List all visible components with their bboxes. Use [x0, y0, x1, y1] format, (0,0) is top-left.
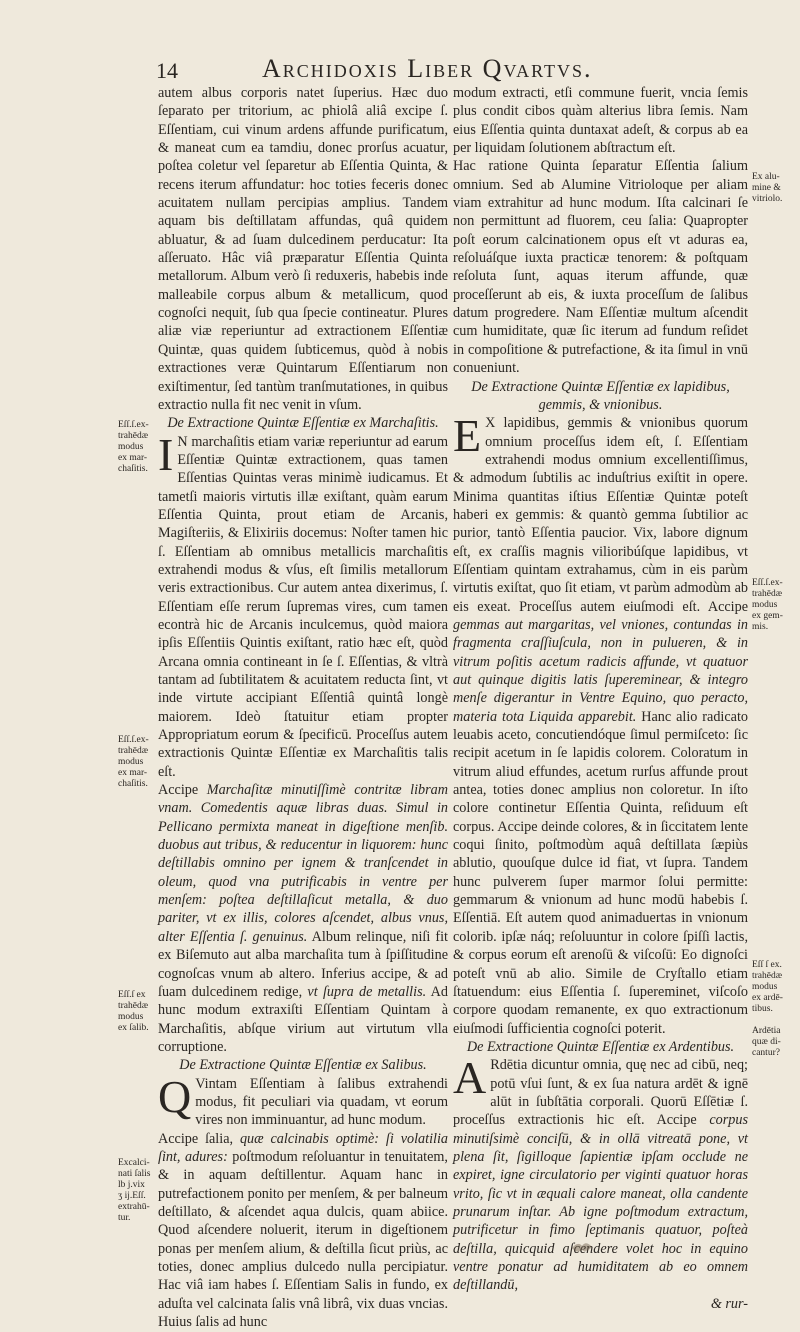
margin-note: Eſſ.ſ.ex- trahēdæ modus ex mar- chaſitis.: [118, 420, 149, 474]
section-heading: De Extractione Quintæ Eſſentiæ ex lapidibus, gemmis, & vnionibus.: [471, 378, 730, 413]
paragraph: I N marchaſitis etiam variæ reperiuntur ad earum Eſſentiæ Quintæ extractionem, quas tamen Eſſentias Quintas veras minimè iudicamus. Et tametſi maioris virtutis illæ exiſtant, quàm earum Eſſentia Quinta, prout etiam de Arcanis, Magiſteriis, & Elixiriis docemus: Noſter tamen hic ſ. Eſſentiam ab omnibus metallicis marchaſitis extrahendi modus & vſus, eſt ſimilis metallorum veris extractionibus. Cur autem antea dixerimus, ſ. Eſſentiam eſſe rerum ſupremas vires, cum tamen econtrà hic de Arcanis inculcemus, quòd maiora ipſis Eſſentiis Quintis exiſtant, ratio hæc eſt, quòd Arcana omnia contineant in ſe ſ. Eſſentias, & vltrà tantam ad ſubtilitatem & acuitatem reducta ſint, vt inde virtute accipiant Eſſentiâ quintâ longè maiorem. Ideò ſtatuitur etiam propter Appropriatum eorum & ſpecificū. Proceſſus autem extractionis Quintæ Eſſentiæ ex Marchaſitis talis eſt.: [158, 428, 448, 780]
ink-smudge-icon: [570, 1238, 594, 1256]
catchword: & rur-: [710, 1295, 748, 1312]
section-heading: De Extractione Quintæ Eſſentiæ ex Ardentibus.: [466, 1038, 735, 1055]
recipe-paragraph: Accipe Marchaſitæ minutiſſimè contritæ libram vnam. Comedentis aquæ libras duas. Simul in Pellicano permixta maneat in digeſtione menſib. duobus aut tribus, & reducentur in liquorem: hunc deſtillabis omnino per ignem & tranſcendet in oleum, quod vna putrificabis in ventre per menſem: poſtea deſtillaſicut metalla, & duo pariter, vt ex illis, colores aſcendet, albus vnus, alter Eſſentia ſ. genuinus. Album relinque, niſi fit ex Biſemuto aut alba marchaſita tum à ſpiſſitudine cognoſcas vnum ab altero. Inferius accipe, & ad ſuam dulcedinem redige, vt ſupra de metallis. Ad hunc modum extraxiſti Eſſentiam Quintam à Marchaſitis, abſque virium aut virtutum vlla corruptione.: [158, 782, 449, 1055]
recipe-paragraph: Accipe ſalia, quæ calcinabis optimè: ſi volatilia ſint, adures: poſtmodum reſoluantur in tenuitatem, & in aquam deſtillentur. Aquam hanc in putrefactionem ponito per menſem, & per balneum deſtillato, & aſcendet aqua dulcis, quam abiice. Quod aſcendere noluerit, iterum in digeſtionem ponas per menſem alium, & deſtilla ſicut priùs, ac toties, donec amplius dulcedo nulla percipiatur. Hac viâ iam habes ſ. Eſſentiam Salis in fundo, ex aduſta vel calcinata ſalis vnâ librâ, vix duas vncias. Huius ſalis ad hunc: [158, 1130, 448, 1331]
section-heading: De Extractione Quintæ Eſſentiæ ex Salibus.: [179, 1057, 427, 1074]
right-column: [453, 84, 748, 1313]
margin-note: Ex alu- mine & vitriolo.: [752, 172, 783, 204]
recipe-paragraph: E X lapidibus, gemmis & vnionibus quorum omnium proceſſus idem eſt, ſ. Eſſentiam extrahendi modus omnium excellentiſſimus, & admodum ſubtilis ac induſtrius exiſtit in opere. Minima quantitas iſtius Eſſentiæ Quintæ poteſt haberi ex gemmis: & quantò gemma ſubtilior ac purior, tantò Eſſentia paucior. Vix, labore dignum eſt, ex craſſis magnis vilioribúſque lapidibus, vt Eſſentiam quintam extrahamus, cùm in eis parùm virtutis exiſtat, quo ſit etiam, vt parùm admodùm ab eis exeat. Proceſſus autem eiuſmodi eſt. Accipe gemmas aut margaritas, vel vniones, contundas in fragmenta craſſiuſcula, non in pulueren, & in vitrum poſitis acetum radicis affunde, vt quatuor aut quinque digitis latis ſupereminear, & integro menſe digerantur in Ventre Equino, quo peracto, materia tota Liquida apparebit. Hanc alio radicato leuabis aceto, concutiendóque ſimul permiſceto: ſic recipit acetum in ſe lapidis colorem. Coloratum in vitrum aliud effundes, acetum rurſus affunde prout antea, toties donec amplius non coloretur. In iſto colore continetur Eſſentia Quinta, reſiduum eſt corpus. Accipe deinde colores, & in ſiccitatem lente coqui ſinito, poſtmodùm aquâ deſtillata ſæpiùs ablutio, quouſque dulce id fiat, vt ſupra. Tandem hunc pulverem ſuper marmor ſolui permitte: gemmarum & vnionum ad hunc modū habebis ſ. Eſſentiā. Eſt autem quod animaduertas in vnionum colorib. ipſæ náq; reſoluuntur in colore ſpiſſi lactis, & corpus eorum eſt arenoſū & viſcoſū: Eo dignoſci poteſt vnū ab alio. Simile de Cryſtallo etiam ſtatuendum: eius Eſſentia ſ. ſupereminet, viſcoſo corpore quodam remanente, ex quo extractionum eiuſmodi ſufficientia cognoſci poterit.: [453, 410, 748, 1037]
margin-note: Eſſ ſ ex. trahēdæ modus ex ardē- tibus.: [752, 960, 783, 1014]
drop-cap: A: [453, 1052, 487, 1104]
paragraph: autem albus corporis natet ſuperius. Hæc duo ſeparato per tritorium, ac phiolâ aliâ excipe ſ. Eſſentiam, cui vinum ardens affunde purificatum, & maneat cum ea tamdiu, donec prorſus acuatur, poſtea coletur vel ſeparetur ab Eſſentia Quinta, & recens iterum affundatur: hoc toties feceris donec acuitatem nullam percipias amplius. Tandem aquam bis deſtillatam affundas, quâ quidem abluatur, & ad ſuam dulcedinem perducatur: Ita aſſeruato. Hâc viâ præparatur Eſſentia Quinta metallorum. Album verò ſi reduxeris, habebis inde malleabile corpus album & metallicum, quod cognoſci nequit, ſub qua ſpecie contineatur. Plures aliæ viæ reperiuntur ad extractionem Eſſentiæ Quintæ, quas quidem ſubticemus, quòd à nobis extractiones veræ Quintarum Eſſentiarum non exiſtimentur, ſed tantùm tranſmutationes, in quibus extractio nulla fit nec venit in vſum.: [158, 85, 448, 413]
page-header: [150, 50, 650, 83]
left-column: [158, 84, 448, 1331]
recipe-paragraph: A Rdētia dicuntur omnia, quę nec ad cibū, neq; potū vſui ſunt, & ex ſua natura ardēt & ignē alūt in ſubſtātia corporali. Quorū Eſſētiæ ſ. proceſſus extractionis hic eſt. Accipe corpus minutiſsimè conciſū, & in ollā vitreatā pone, vt plena ſit, ſigilloque ſapientiæ ipſam occlude ne expiret, igne circulatorio per viginti quatuor horas vrito, ſic vt in æquali calore maneat, olla candente prunarum inſtar. Ab igne poſtmodum extractum, putrificetur in fimo ſeptimanis quatuor, poſteà deſtilla, quicquid aſcendere volet hoc in equino ventre ponatur ad humiditatem ab eo omnem deſtillandū,: [453, 1052, 748, 1294]
paragraph: modum extracti, etſi commune fuerit, vncia ſemis plus condit cibos quàm alterius libra ſemis. Nam eius Eſſentia quinta duntaxat adeſt, & corpus ab ea per liquidam ſolutionem abſtractum eſt.: [453, 85, 748, 157]
section-heading: De Extractione Quintæ Eſſentiæ ex Marchaſitis.: [167, 415, 439, 432]
drop-cap: E: [453, 410, 482, 462]
running-title: Archidoxis Liber Qvartvs.: [262, 54, 593, 83]
paragraph: Hac ratione Quinta ſeparatur Eſſentia ſalium omnium. Sed ab Alumine Vitrioloque per aliam viam extrahitur ad hunc modum. Iſta calcinari ſe non permittunt ad fluorem, ceu ſalia: Quapropter poſt eorum calcinationem opus eſt vt aduras ea, reſoluáſque iuxta practicæ tenorem: & poſtquam reſoluta ſunt, aquas iterum affunde, quæ proceſſerunt ab eis, & iuxta proceſſum de ſalibus datum progredere. Nam Eſſentiæ multum aſcendit cum humiditate, quæ ſic iterum ad fundum reſidet in compoſitione & putrefactione, & ita ſimul in vnū conueniunt.: [453, 158, 748, 377]
page-number: 14: [156, 58, 178, 83]
drop-cap: I: [158, 428, 174, 480]
margin-note: Ardētia quæ di- cantur?: [752, 1026, 781, 1058]
paragraph: Q Vintam Eſſentiam à ſalibus extrahendi modus, fit peculiari via quadam, vt eorum vires non imminuantur, ad hunc modum.: [158, 1070, 448, 1129]
margin-note: Excalci- nati ſalis lb j.vix ʒ ij.Eſſ. extrahū- tur.: [118, 1158, 151, 1223]
drop-cap: Q: [158, 1070, 192, 1122]
margin-note: Eſſ.ſ.ex- trahēdæ modus ex gem- mis.: [752, 578, 783, 632]
margin-note: Eſſ.ſ ex trahēdæ modus ex ſalib.: [118, 990, 149, 1033]
margin-note: Eſſ.ſ.ex- trahēdæ modus ex mar- chaſitis.: [118, 735, 149, 789]
